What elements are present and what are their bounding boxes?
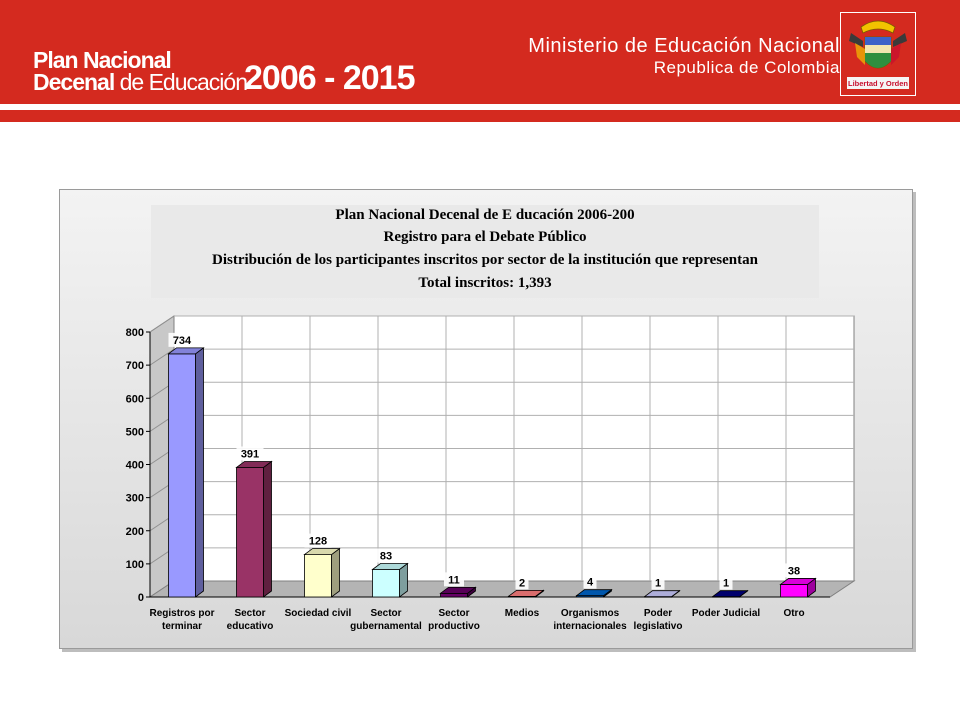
bar-side bbox=[264, 461, 272, 597]
data-label: 734 bbox=[172, 334, 192, 347]
brand-line1: Plan Nacional bbox=[33, 47, 171, 73]
y-tick-label: 600 bbox=[125, 393, 144, 406]
x-tick-label: internacionales bbox=[553, 621, 627, 632]
data-label: 391 bbox=[240, 448, 260, 461]
brand-years: 2006 - 2015 bbox=[244, 59, 415, 97]
x-tick-label: Otro bbox=[783, 608, 805, 619]
brand-line2-bold: Decenal bbox=[33, 69, 115, 95]
x-tick-label: Sociedad civil bbox=[284, 608, 352, 619]
x-tick-label: Poder Judicial bbox=[691, 608, 761, 619]
x-tick-label: Sector bbox=[234, 608, 266, 619]
x-tick-label: Sector bbox=[438, 608, 470, 619]
x-tick-label: Registros por bbox=[149, 608, 215, 619]
bar bbox=[169, 354, 196, 597]
x-tick-label: terminar bbox=[161, 621, 203, 632]
ministry-name: Ministerio de Educación Nacional bbox=[528, 35, 840, 57]
x-tick-label: Medios bbox=[504, 608, 540, 619]
data-label: 128 bbox=[308, 535, 328, 548]
bar bbox=[305, 555, 332, 597]
y-tick-label: 0 bbox=[137, 592, 144, 604]
data-label: 83 bbox=[379, 550, 393, 563]
data-label: 38 bbox=[787, 565, 801, 578]
bar bbox=[373, 570, 400, 597]
bar bbox=[441, 593, 468, 597]
data-label: 1 bbox=[722, 577, 730, 590]
brand-line2-rest: de Educación bbox=[114, 69, 247, 95]
x-tick-label: legislativo bbox=[633, 621, 683, 632]
chart-title: Plan Nacional Decenal de E ducación 2006-200 bbox=[335, 207, 635, 223]
x-tick-label: Poder bbox=[643, 608, 673, 619]
x-tick-label: Sector bbox=[370, 608, 402, 619]
bar bbox=[781, 584, 808, 597]
data-label: 2 bbox=[518, 577, 526, 590]
data-label: 11 bbox=[448, 574, 460, 587]
x-tick-label: gubernamental bbox=[350, 621, 422, 632]
bar-side bbox=[196, 348, 204, 597]
bar-side bbox=[332, 549, 340, 597]
y-tick-label: 500 bbox=[125, 426, 144, 439]
x-tick-label: Organismos bbox=[560, 608, 620, 619]
y-tick-label: 700 bbox=[125, 360, 144, 373]
chart-description: Distribución de los participantes inscritos por sector de la institución que representan bbox=[212, 252, 758, 268]
y-tick-label: 300 bbox=[125, 492, 144, 505]
chart-subtitle: Registro para el Debate Público bbox=[383, 229, 587, 245]
x-tick-label: educativo bbox=[226, 621, 274, 632]
x-tick-label: productivo bbox=[428, 621, 480, 632]
republic-name: Republica de Colombia bbox=[653, 58, 840, 77]
seal-motto: Libertad y Orden bbox=[847, 79, 909, 88]
data-label: 4 bbox=[586, 576, 594, 589]
chart-total: Total inscritos: 1,393 bbox=[418, 275, 552, 291]
y-tick-label: 200 bbox=[125, 525, 144, 538]
data-label: 1 bbox=[654, 577, 662, 590]
y-tick-label: 800 bbox=[125, 327, 144, 339]
bar bbox=[237, 467, 264, 597]
y-tick-label: 100 bbox=[125, 558, 144, 571]
y-tick-label: 400 bbox=[125, 459, 144, 472]
